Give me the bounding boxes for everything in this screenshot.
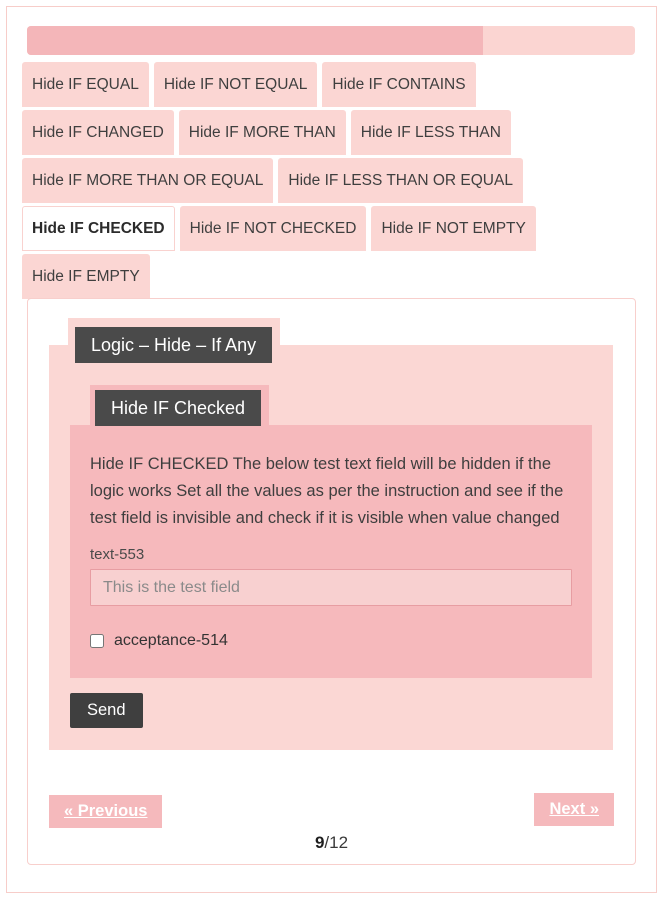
tab-hide-if-not-empty[interactable]: Hide IF NOT EMPTY	[371, 206, 535, 251]
tab-hide-if-less-than[interactable]: Hide IF LESS THAN	[351, 110, 511, 155]
tab-hide-if-empty[interactable]: Hide IF EMPTY	[22, 254, 150, 299]
current-page-number: 9	[314, 833, 325, 852]
total-pages: /12	[324, 833, 349, 852]
tab-hide-if-changed[interactable]: Hide IF CHANGED	[22, 110, 174, 155]
acceptance-checkbox-label: acceptance-514	[114, 632, 228, 649]
text-field-label: text-553	[90, 546, 145, 563]
tab-hide-if-not-equal[interactable]: Hide IF NOT EQUAL	[154, 62, 318, 107]
next-page-button[interactable]: Next »	[534, 793, 614, 826]
section-legend: Hide IF Checked	[95, 390, 261, 426]
progress-fill	[27, 26, 483, 55]
tab-hide-if-checked[interactable]: Hide IF CHECKED	[22, 206, 175, 251]
logic-group-legend: Logic – Hide – If Any	[75, 327, 272, 363]
tab-row	[22, 206, 640, 251]
logic-group-legend-wrap	[68, 318, 280, 363]
tab-row	[22, 158, 640, 203]
progress-bar	[27, 26, 635, 55]
test-text-input[interactable]	[90, 569, 572, 606]
tab-hide-if-more-than-or-equal[interactable]: Hide IF MORE THAN OR EQUAL	[22, 158, 273, 203]
tab-hide-if-less-than-or-equal[interactable]: Hide IF LESS THAN OR EQUAL	[278, 158, 523, 203]
section-legend-wrap	[90, 385, 269, 426]
logic-group-fieldset	[49, 335, 613, 750]
tab-hide-if-equal[interactable]: Hide IF EQUAL	[22, 62, 149, 107]
tab-hide-if-contains[interactable]: Hide IF CONTAINS	[322, 62, 475, 107]
tab-hide-if-not-checked[interactable]: Hide IF NOT CHECKED	[180, 206, 367, 251]
acceptance-checkbox[interactable]	[90, 634, 104, 648]
page-indicator	[28, 833, 635, 853]
tab-hide-if-more-than[interactable]: Hide IF MORE THAN	[179, 110, 346, 155]
acceptance-checkbox-row[interactable]	[90, 632, 572, 650]
send-button[interactable]: Send	[70, 693, 143, 728]
tab-row	[22, 62, 640, 107]
hide-if-checked-fieldset	[70, 398, 592, 678]
tab-row	[22, 254, 640, 299]
condition-tabs	[22, 62, 640, 299]
previous-page-button[interactable]: « Previous	[49, 795, 162, 828]
tab-row	[22, 110, 640, 155]
form-panel	[27, 298, 636, 865]
instruction-text: Hide IF CHECKED The below test text field will be hidden if the logic works Set all the values as per the instruction and see if the test field is invisible and check if it is visible when value changed	[90, 455, 564, 527]
